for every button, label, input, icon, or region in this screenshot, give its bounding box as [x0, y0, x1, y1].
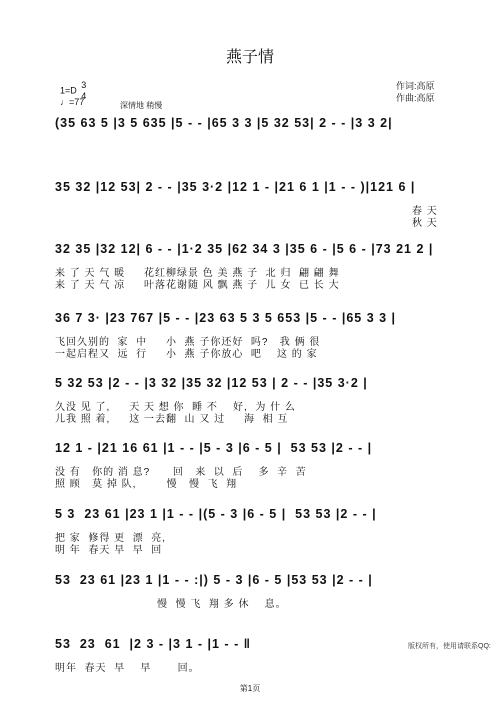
notation-row: 32 35 |32 12| 6 - - |1·2 35 |62 34 3 |35 6 - |5 6 - |73 21 2 | — [55, 242, 434, 256]
score-line — [55, 311, 475, 360]
score-line — [55, 573, 475, 610]
notation-row: 35 32 |12 53| 2 - - |35 3·2 |12 1 - |21 6 1 |1 - - )|121 6 | — [55, 180, 416, 194]
lyric-verse-2: 来 了 天 气 凉 叶落花谢随 风 飘 燕 子 儿 女 已 长 大 — [55, 280, 340, 291]
lyric-verse-2: 照 顾 莫 掉 队, 慢 慢 飞 翔 — [55, 479, 238, 490]
score-line — [55, 376, 475, 425]
page-number: 第1页 — [239, 684, 261, 693]
expression-marking: 深情地 稍慢 — [120, 101, 163, 110]
lyric-verse-1: 飞回久别的 家 中 小 燕 子你还好 吗? 我 俩 很 — [55, 337, 321, 348]
lyric-verse-1: 来 了 天 气 暖 花红柳绿景 色 美 燕 子 北 归 翩 翩 舞 — [55, 268, 340, 279]
lyric-verse-1: 慢 慢 飞 翔 多 休 息。 — [55, 599, 287, 610]
key-label: 1=D — [60, 85, 77, 96]
composer-credit: 作曲:高原 — [396, 93, 435, 103]
lyric-verse-2: 秋 天 — [412, 218, 438, 229]
score-line — [55, 180, 475, 229]
time-signature-bottom: 4 — [81, 91, 87, 101]
page-title: 燕子情 — [225, 49, 274, 66]
notation-row: 53 23 61 |2 3 - |3 1 - |1 - - ‖ — [55, 637, 251, 651]
score-line — [55, 116, 475, 130]
notation-row: 5 32 53 |2 - - |3 32 |35 32 |12 53 | 2 - - |35 3·2 | — [55, 376, 368, 390]
lyric-verse-1: 明年 春天 早 早 回。 — [55, 663, 200, 674]
lyric-verse-1: 没 有 你的 消 息? 回 来 以 后 多 辛 苦 — [55, 467, 307, 478]
notation-row: 53 23 61 |23 1 |1 - - :|) 5 - 3 |6 - 5 |53 53 |2 - - | — [55, 573, 373, 587]
copyright-note: 版权所有，使用请联系QQ: — [408, 643, 491, 650]
score-line — [55, 507, 475, 556]
lyric-verse-1: 春 天 — [412, 206, 438, 217]
time-signature-top: 3 — [81, 80, 87, 90]
score-line — [55, 441, 475, 490]
notation-row: (35 63 5 |3 5 635 |5 - - |65 3 3 |5 32 53| 2 - - |3 3 2| — [55, 116, 393, 130]
notation-row: 5 3 23 61 |23 1 |1 - - |(5 - 3 |6 - 5 | 53 53 |2 - - | — [55, 507, 377, 521]
notation-row: 12 1 - |21 16 61 |1 - - |5 - 3 |6 - 5 | 53 53 |2 - - | — [55, 441, 373, 455]
lyric-verse-1: 把 家 修得 更 漂 亮, — [55, 533, 167, 544]
lyric-verse-1: 久没 见 了, 天 天 想 你 睡 不 好, 为 什 么 — [55, 402, 296, 413]
notation-row: 36 7 3· |23 767 |5 - - |23 63 5 3 5 653 |5 - - |65 3 3 | — [55, 311, 397, 325]
lyricist-credit: 作词:高原 — [396, 81, 435, 91]
lyric-verse-2: 明 年 春天 早 早 回 — [55, 545, 163, 556]
lyric-verse-2: 一起启程又 远 行 小 燕 子你放心 吧 这 的 家 — [55, 349, 318, 360]
credits — [396, 80, 435, 104]
lyric-verse-2: 儿我 照 着, 这 一去翻 山 又 过 海 相 互 — [55, 414, 289, 425]
tempo-marking: ♩=77 — [60, 97, 85, 107]
score-line — [55, 242, 475, 291]
